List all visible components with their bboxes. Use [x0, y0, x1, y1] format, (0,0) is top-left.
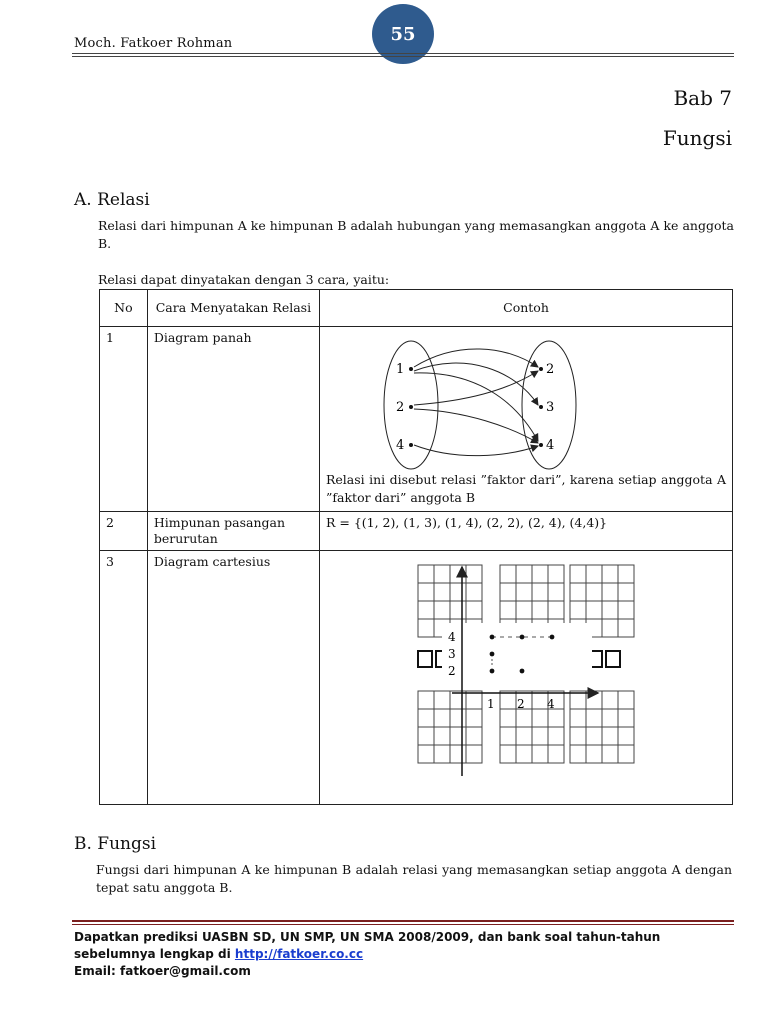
- grid-cell: [532, 565, 548, 583]
- grid-cell: [450, 583, 466, 601]
- grid-cell: [466, 565, 482, 583]
- grid-cell: [602, 601, 618, 619]
- grid-cell: [516, 709, 532, 727]
- footer-rule: [72, 920, 734, 922]
- footer: [74, 929, 660, 980]
- table-row: [100, 512, 733, 551]
- grid-cell: [602, 583, 618, 601]
- row3-example: [320, 551, 733, 805]
- arrow-4-4: [414, 445, 538, 456]
- grid-cell: [418, 565, 434, 583]
- section-b-definition: Fungsi dari himpunan A ke himpunan B adalah relasi yang memasangkan setiap anggota A dengan tepat satu anggota B.: [96, 862, 732, 895]
- point-1-3: [490, 652, 495, 657]
- grid-cell: [570, 745, 586, 763]
- grid-cell: [602, 727, 618, 745]
- row2-method: Himpunan pasangan berurutan: [147, 512, 319, 551]
- row3-method: Diagram cartesius: [147, 551, 319, 805]
- grid-cell: [570, 709, 586, 727]
- grid-cell: [466, 583, 482, 601]
- grid-cell: [450, 601, 466, 619]
- grid-cell: [548, 565, 564, 583]
- grid-cell: [618, 727, 634, 745]
- row1-no: 1: [100, 327, 148, 512]
- table-row: [100, 551, 733, 805]
- section-a-definition: Relasi dari himpunan A ke himpunan B adalah hubungan yang memasangkan anggota A ke anggota B.: [98, 218, 734, 251]
- grid-cell: [570, 601, 586, 619]
- point-1-4: [490, 635, 495, 640]
- grid-cell: [434, 709, 450, 727]
- grid-cell: [570, 565, 586, 583]
- grid-cell: [516, 727, 532, 745]
- row2-no: 2: [100, 512, 148, 551]
- grid-cell: [450, 727, 466, 745]
- footer-link[interactable]: http://fatkoer.co.cc: [234, 947, 364, 961]
- row1-example: [320, 327, 733, 512]
- grid-cell: [548, 745, 564, 763]
- footer-line1: Dapatkan prediksi UASBN SD, UN SMP, UN SMA 2008/2009, dan bank soal tahun-tahun: [74, 930, 661, 944]
- set-a-element-1: 1: [396, 362, 405, 377]
- grid-cell: [532, 745, 548, 763]
- y-tick-2: 2: [448, 664, 456, 678]
- set-a-element-2: 2: [396, 400, 405, 415]
- x-tick-1: 1: [487, 697, 495, 711]
- grid-cell: [532, 583, 548, 601]
- arrow-1-2: [414, 349, 538, 367]
- grid-cell: [618, 601, 634, 619]
- grid-cell: [500, 601, 516, 619]
- table-header-example: Contoh: [320, 290, 733, 327]
- grid-cell: [516, 745, 532, 763]
- grid-cell: [548, 727, 564, 745]
- x-tick-4: 4: [547, 697, 555, 711]
- grid-cell: [434, 745, 450, 763]
- grid-cell: [450, 745, 466, 763]
- grid-cell: [586, 727, 602, 745]
- grid-cell: [434, 565, 450, 583]
- section-a-heading: A. Relasi: [74, 190, 150, 210]
- grid-cell: [606, 651, 620, 667]
- grid-cell: [418, 727, 434, 745]
- grid-cell: [602, 709, 618, 727]
- grid-cell: [602, 565, 618, 583]
- grid-cell: [586, 601, 602, 619]
- grid-cell: [466, 745, 482, 763]
- grid-cell: [500, 727, 516, 745]
- grid-cell: [516, 601, 532, 619]
- grid-cell: [418, 691, 434, 709]
- grid-cell: [500, 709, 516, 727]
- point-2-4: [520, 635, 525, 640]
- arrow-1-4: [414, 373, 538, 441]
- header-author: Moch. Fatkoer Rohman: [74, 36, 233, 51]
- grid-cell: [450, 709, 466, 727]
- set-b-element-3: 3: [546, 400, 555, 415]
- section-a-intro: Relasi dapat dinyatakan dengan 3 cara, yaitu:: [98, 272, 390, 287]
- point-1-2: [490, 669, 495, 674]
- grid-cell: [532, 601, 548, 619]
- page-number-badge: 55: [372, 4, 434, 64]
- cartesian-diagram: [320, 551, 732, 803]
- row3-no: 3: [100, 551, 148, 805]
- grid-cell: [516, 583, 532, 601]
- grid-cell: [434, 691, 450, 709]
- set-b-element-4: 4: [546, 438, 555, 453]
- grid-cell: [586, 583, 602, 601]
- table-header-method: Cara Menyatakan Relasi: [147, 290, 319, 327]
- grid-cell: [434, 727, 450, 745]
- grid-cell: [418, 651, 432, 667]
- grid-cell: [532, 727, 548, 745]
- grid-cell: [418, 745, 434, 763]
- grid-cell: [466, 709, 482, 727]
- grid-cell: [618, 565, 634, 583]
- grid-cell: [602, 745, 618, 763]
- grid-cell: [586, 745, 602, 763]
- grid-cell: [618, 619, 634, 637]
- grid-cell: [434, 601, 450, 619]
- footer-line2-prefix: sebelumnya lengkap di: [74, 947, 235, 961]
- row1-method: Diagram panah: [147, 327, 319, 512]
- grid-cell: [500, 565, 516, 583]
- x-tick-2: 2: [517, 697, 525, 711]
- arrow-diagram-caption: Relasi ini disebut relasi ”faktor dari”, karena setiap anggota A ”faktor dari” anggota B: [326, 472, 726, 505]
- grid-cell: [418, 709, 434, 727]
- table-header-no: No: [100, 290, 148, 327]
- footer-line2: [74, 946, 660, 963]
- grid-cell: [418, 619, 434, 637]
- grid-cell: [532, 709, 548, 727]
- grid-cell: [570, 583, 586, 601]
- grid-cell: [434, 583, 450, 601]
- grid-cell: [586, 565, 602, 583]
- grid-cell: [418, 601, 434, 619]
- chapter-label: Bab 7: [673, 86, 732, 110]
- set-a-element-4: 4: [396, 438, 405, 453]
- grid-cell: [570, 727, 586, 745]
- grid-cell: [548, 583, 564, 601]
- grid-cell: [618, 709, 634, 727]
- section-b-heading: B. Fungsi: [74, 834, 157, 854]
- grid-cell: [500, 745, 516, 763]
- grid-cell: [418, 583, 434, 601]
- table-row: [100, 327, 733, 512]
- chapter-title: Fungsi: [662, 126, 732, 150]
- grid-cell: [548, 709, 564, 727]
- point-2-2: [520, 669, 525, 674]
- grid-cell: [450, 565, 466, 583]
- grid-cell: [602, 619, 618, 637]
- y-tick-4: 4: [448, 630, 456, 644]
- arrow-2-2: [414, 371, 538, 405]
- point-4-4: [550, 635, 555, 640]
- header-rule: [72, 53, 734, 54]
- footer-rule-thin: [72, 924, 734, 925]
- header-rule-thin: [72, 56, 734, 57]
- relation-table: [99, 289, 733, 805]
- grid-cell: [586, 709, 602, 727]
- grid-cell: [466, 601, 482, 619]
- arrow-diagram: [326, 331, 726, 471]
- set-b-element-2: 2: [546, 362, 555, 377]
- grid-cell: [516, 565, 532, 583]
- grid-cell: [500, 583, 516, 601]
- grid-cell: [618, 583, 634, 601]
- grid-cell: [466, 727, 482, 745]
- grid-cell: [618, 745, 634, 763]
- row2-example: R = {(1, 2), (1, 3), (1, 4), (2, 2), (2, 4), (4,4)}: [320, 512, 733, 551]
- grid-cell: [618, 691, 634, 709]
- y-tick-3: 3: [448, 647, 456, 661]
- grid-cell: [602, 691, 618, 709]
- grid-cell: [548, 601, 564, 619]
- footer-email: Email: fatkoer@gmail.com: [74, 964, 251, 978]
